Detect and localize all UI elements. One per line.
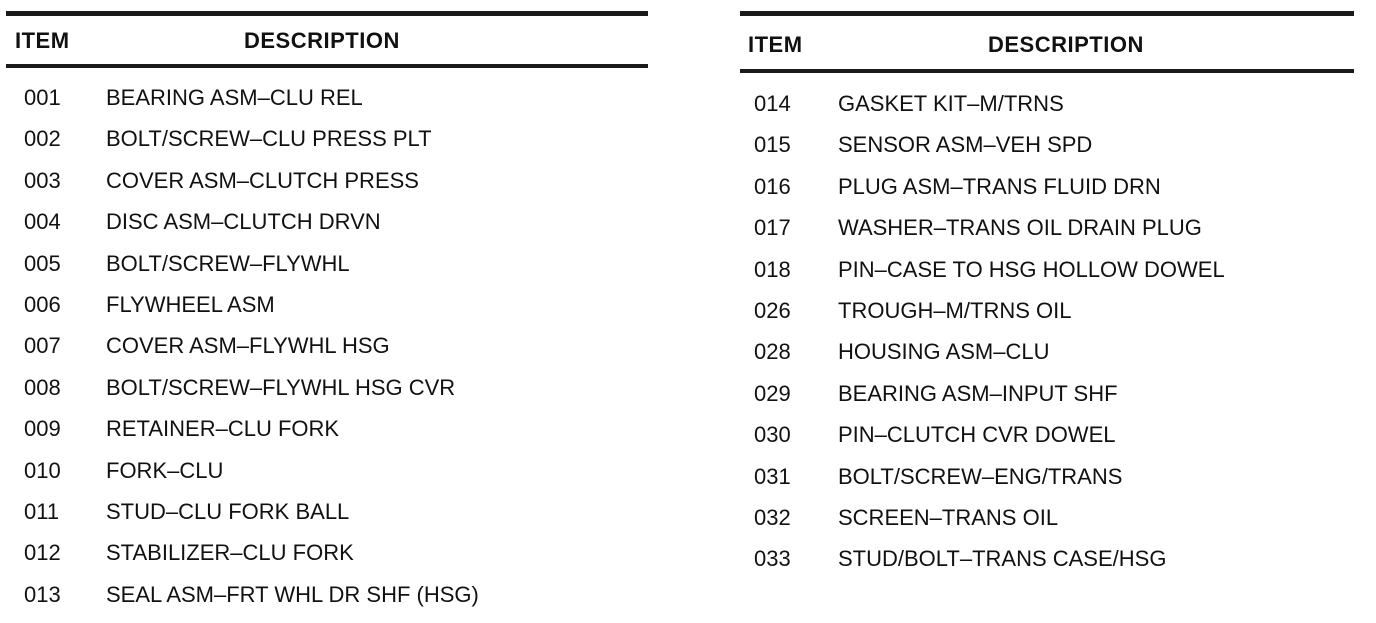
item-description: BOLT/SCREW–FLYWHL: [106, 250, 350, 276]
item-number: 026: [754, 297, 791, 323]
item-description: WASHER–TRANS OIL DRAIN PLUG: [838, 215, 1202, 241]
parts-table-right: [740, 0, 1354, 588]
item-number: 031: [754, 463, 791, 489]
table-row: [6, 458, 648, 499]
item-description: BOLT/SCREW–CLU PRESS PLT: [106, 126, 432, 152]
table-row: [740, 257, 1354, 298]
item-description: STABILIZER–CLU FORK: [106, 540, 354, 566]
table-row: [6, 416, 648, 457]
table-header: [6, 16, 648, 64]
table-row: [740, 381, 1354, 422]
table-row: [6, 540, 648, 581]
table-row: [6, 209, 648, 250]
table-row: [740, 174, 1354, 215]
header-description: DESCRIPTION: [988, 32, 1144, 57]
table-row: [740, 422, 1354, 463]
item-description: PIN–CLUTCH CVR DOWEL: [838, 422, 1116, 448]
item-number: 005: [24, 250, 61, 276]
table-rows: [740, 91, 1354, 588]
item-description: BOLT/SCREW–FLYWHL HSG CVR: [106, 374, 456, 400]
table-row: [740, 339, 1354, 380]
table-row: [6, 168, 648, 209]
table-row: [740, 546, 1354, 587]
item-number: 018: [754, 256, 791, 282]
item-description: FORK–CLU: [106, 457, 224, 483]
item-description: DISC ASM–CLUTCH DRVN: [106, 209, 381, 235]
item-number: 017: [754, 215, 791, 241]
table-row: [6, 251, 648, 292]
item-number: 010: [24, 457, 61, 483]
item-number: 012: [24, 540, 61, 566]
item-description: COVER ASM–CLUTCH PRESS: [106, 167, 419, 193]
item-description: GASKET KIT–M/TRNS: [838, 91, 1064, 116]
item-description: SEAL ASM–FRT WHL DR SHF (HSG): [106, 581, 479, 607]
table-row: [6, 333, 648, 374]
item-number: 008: [24, 374, 61, 400]
item-number: 029: [754, 380, 791, 406]
item-description: STUD–CLU FORK BALL: [106, 498, 350, 524]
header-bottom-rule: [6, 64, 648, 68]
header-bottom-rule: [740, 69, 1354, 73]
item-description: FLYWHEEL ASM: [106, 291, 275, 317]
item-description: COVER ASM–FLYWHL HSG: [106, 333, 390, 359]
item-number: 028: [754, 339, 791, 365]
item-description: BEARING ASM–CLU REL: [106, 85, 363, 110]
item-number: 016: [754, 173, 791, 199]
header-item: ITEM: [748, 32, 803, 57]
item-number: 032: [754, 504, 791, 530]
item-description: BEARING ASM–INPUT SHF: [838, 380, 1118, 406]
item-number: 001: [24, 85, 61, 110]
item-number: 007: [24, 333, 61, 359]
item-number: 011: [24, 498, 60, 524]
table-row: [6, 375, 648, 416]
table-row: [740, 464, 1354, 505]
item-number: 030: [754, 422, 791, 448]
table-row: [740, 91, 1354, 132]
table-row: [6, 126, 648, 167]
item-number: 013: [24, 581, 61, 607]
table-row: [740, 215, 1354, 256]
table-row: [6, 582, 648, 623]
item-description: BOLT/SCREW–ENG/TRANS: [838, 463, 1123, 489]
header-description: DESCRIPTION: [244, 28, 400, 53]
item-description: PIN–CASE TO HSG HOLLOW DOWEL: [838, 256, 1225, 282]
item-number: 003: [24, 167, 61, 193]
table-row: [740, 505, 1354, 546]
table-row: [6, 499, 648, 540]
item-number: 009: [24, 416, 61, 442]
item-description: SCREEN–TRANS OIL: [838, 504, 1059, 530]
item-number: 006: [24, 291, 61, 317]
item-number: 014: [754, 91, 791, 116]
item-description: TROUGH–M/TRNS OIL: [838, 297, 1072, 323]
item-number: 033: [754, 546, 791, 572]
parts-table-left: [6, 0, 648, 623]
table-rows: [6, 85, 648, 623]
table-header: [740, 16, 1354, 64]
item-description: RETAINER–CLU FORK: [106, 416, 340, 442]
table-row: [6, 292, 648, 333]
table-row: [740, 132, 1354, 173]
item-description: STUD/BOLT–TRANS CASE/HSG: [838, 546, 1167, 572]
table-row: [6, 85, 648, 126]
item-description: HOUSING ASM–CLU: [838, 339, 1050, 365]
item-number: 015: [754, 132, 791, 158]
item-number: 004: [24, 209, 61, 235]
item-description: PLUG ASM–TRANS FLUID DRN: [838, 173, 1161, 199]
header-item: ITEM: [15, 28, 70, 53]
table-row: [740, 298, 1354, 339]
item-description: SENSOR ASM–VEH SPD: [838, 132, 1093, 158]
item-number: 002: [24, 126, 61, 152]
